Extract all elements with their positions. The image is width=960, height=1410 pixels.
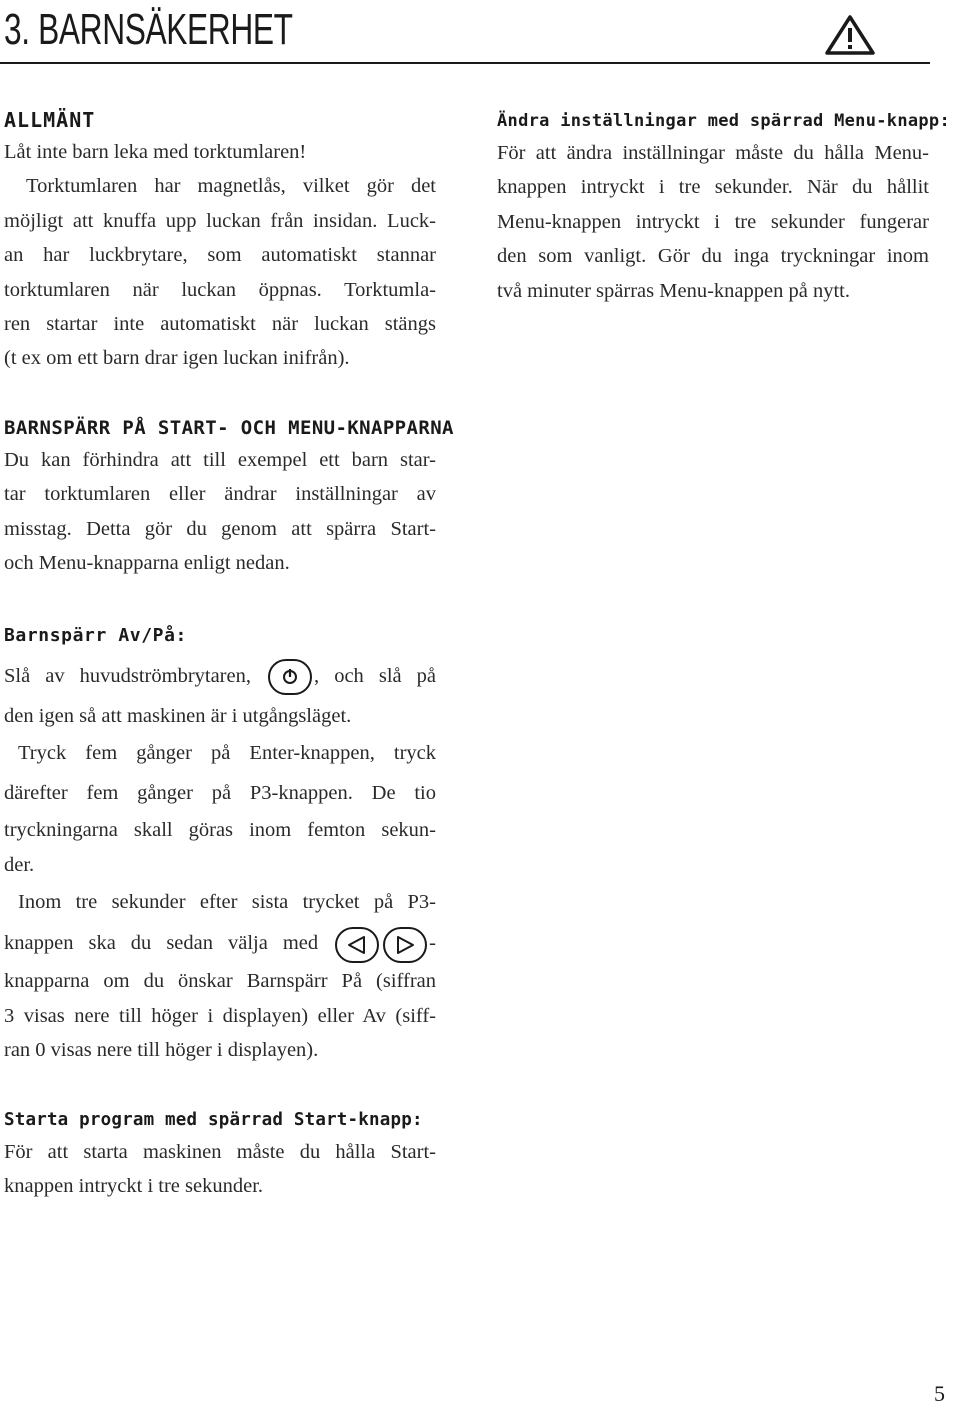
power-button-icon <box>268 659 312 695</box>
text-fragment: , och slå på <box>314 665 437 687</box>
text-line: Du kan förhindra att till exempel ett barn star- <box>4 449 436 471</box>
text-line: (t ex om ett barn drar igen luckan inifrån). <box>4 347 350 370</box>
text-line: ran 0 visas nere till höger i displayen). <box>4 1039 319 1062</box>
text-line: tryckningarna skall göras inom femton sekun- <box>4 819 436 842</box>
text-line: Inom tre sekunder efter sista trycket på P3- <box>18 891 436 914</box>
title-rule <box>0 62 930 64</box>
section-starta <box>4 1107 436 1204</box>
warning-triangle-icon <box>824 14 876 56</box>
text-line: an har luckbrytare, som automatiskt stannar <box>4 244 436 267</box>
section-heading: ALLMÄNT <box>4 108 96 132</box>
section-body <box>4 135 436 376</box>
section-av-pa <box>4 623 436 1067</box>
text-fragment: Slå av huvudströmbrytaren, <box>4 665 251 687</box>
text-line: Torktumlaren har magnetlås, vilket gör det <box>26 175 436 198</box>
text-fragment: knappen ska du sedan välja med <box>4 932 319 955</box>
text-line: ren startar inte automatiskt när luckan stängs <box>4 313 436 336</box>
text-line: För att ändra inställningar måste du hålla Menu- <box>497 142 929 164</box>
page-number: 5 <box>934 1381 945 1406</box>
section-heading: Barnspärr Av/På: <box>4 625 187 646</box>
section-andra <box>497 108 950 308</box>
text-line-with-icon <box>4 653 436 699</box>
text-line: den som vanligt. Gör du inga tryckningar inom <box>497 245 929 268</box>
text-line-with-icons <box>4 922 436 964</box>
text-fragment: - <box>429 932 436 955</box>
right-arrow-button-icon <box>383 927 427 963</box>
text-line: knappen intryckt i tre sekunder. När du hållit <box>497 176 929 199</box>
text-line: knappen intryckt i tre sekunder. <box>4 1175 264 1198</box>
page-title: 3. BARNSÄKERHET <box>4 5 293 54</box>
text-line: Tryck fem gånger på Enter-knappen, tryck <box>18 742 436 765</box>
text-line: Menu-knappen intryckt i tre sekunder fungerar <box>497 210 929 233</box>
text-line: och Menu-knapparna enligt nedan. <box>4 552 290 575</box>
text-line: två minuter spärras Menu-knappen på nytt. <box>497 279 850 302</box>
text-line: tar torktumlaren eller ändrar inställningar av <box>4 483 436 506</box>
section-heading: Starta program med spärrad Start-knapp: <box>4 1110 423 1130</box>
section-barnsparr-knappar <box>4 415 454 581</box>
section-body <box>4 443 436 581</box>
text-line: der. <box>4 853 35 876</box>
text-line: misstag. Detta gör du genom att spärra Start- <box>4 517 436 540</box>
text-line: knapparna om du önskar Barnspärr På (siffran <box>4 970 436 993</box>
section-heading: Ändra inställningar med spärrad Menu-knapp: <box>497 111 950 131</box>
section-body <box>4 1135 436 1204</box>
section-allmant <box>4 107 436 376</box>
text-line: torktumlaren när luckan öppnas. Torktumla- <box>4 278 436 301</box>
section-body <box>4 653 436 1067</box>
left-arrow-button-icon <box>335 927 379 963</box>
text-line: därefter fem gånger på P3-knappen. De tio <box>4 782 436 805</box>
text-line: den igen så att maskinen är i utgångsläget. <box>4 705 352 727</box>
section-body <box>497 136 929 308</box>
section-heading: BARNSPÄRR PÅ START- OCH MENU-KNAPPARNA <box>4 417 454 439</box>
text-line: 3 visas nere till höger i displayen) eller Av (siff- <box>4 1004 436 1027</box>
text-line: möjligt att knuffa upp luckan från insidan. Luck- <box>4 209 436 232</box>
text-line: Låt inte barn leka med torktumlaren! <box>4 141 307 163</box>
text-line: För att starta maskinen måste du hålla Start- <box>4 1141 436 1163</box>
